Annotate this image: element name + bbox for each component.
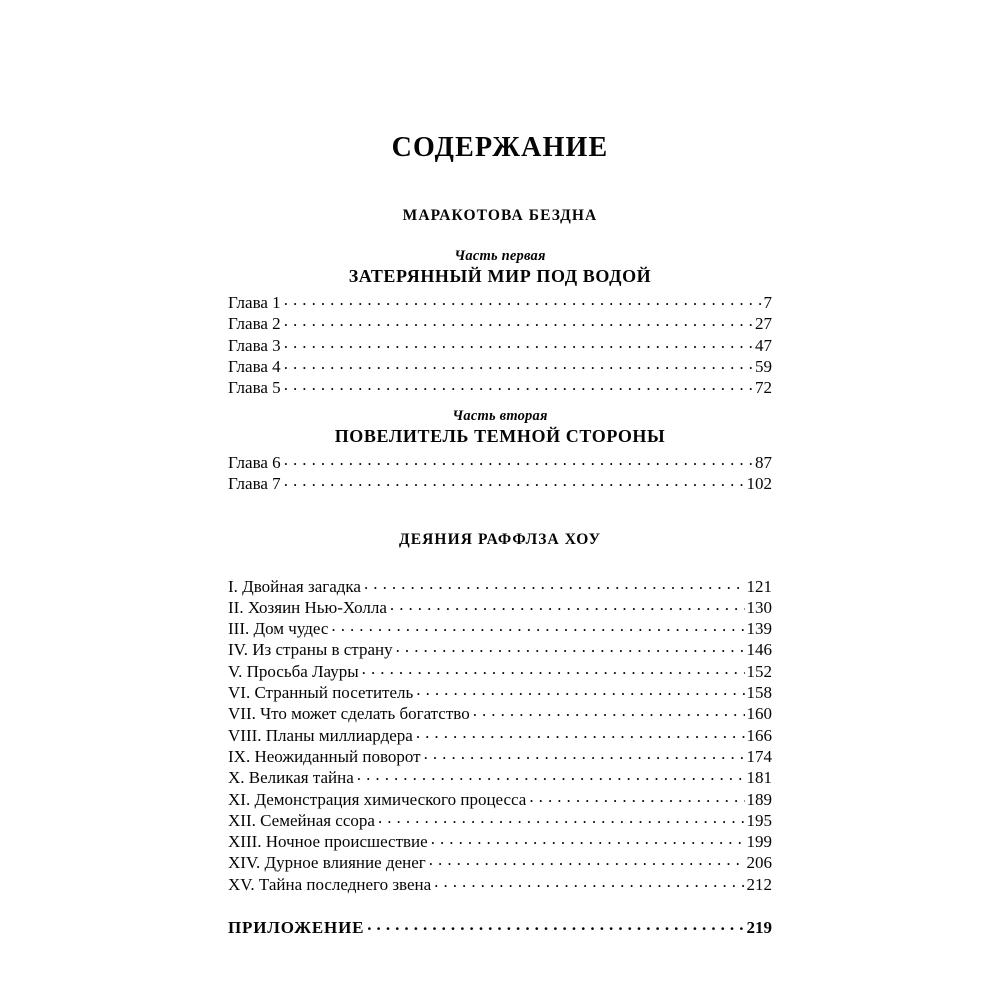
toc-entry-label: XIV. Дурное влияние денег — [228, 853, 426, 873]
toc-entry-page: 146 — [746, 640, 772, 660]
page-title: СОДЕРЖАНИЕ — [391, 132, 609, 163]
spacer — [228, 549, 772, 572]
dot-leader — [362, 660, 745, 677]
toc-entry-label: XIII. Ночное происшествие — [228, 832, 428, 852]
toc-entry-page: 87 — [755, 453, 772, 473]
part-label: Часть первая — [454, 247, 546, 264]
part-heading-1 — [228, 247, 772, 289]
toc-entry-appendix[interactable] — [228, 916, 772, 937]
toc-entry[interactable] — [228, 376, 772, 397]
toc-entry[interactable] — [228, 596, 772, 617]
toc-entry-page: 139 — [746, 619, 772, 639]
appendix-section — [228, 916, 772, 937]
toc-entry-page: 174 — [746, 746, 772, 766]
toc-entry-page: 102 — [746, 474, 772, 494]
dot-leader — [284, 451, 753, 468]
toc-entry-page: 152 — [746, 661, 772, 681]
toc-entry[interactable] — [228, 681, 772, 702]
book-title: МАРАКОТОВА БЕЗДНА — [402, 206, 598, 224]
toc-entry-label: Глава 1 — [228, 293, 281, 313]
toc-entry-page: 121 — [746, 576, 772, 596]
toc-entry-page: 195 — [746, 810, 772, 830]
toc-entry[interactable] — [228, 724, 772, 745]
toc-entry[interactable] — [228, 451, 772, 472]
dot-leader — [284, 291, 762, 308]
book-title: ДЕЯНИЯ РАФФЛЗА ХОУ — [398, 530, 602, 548]
toc-entry-label: VII. Что может сделать богатство — [228, 704, 470, 724]
toc-entry-page: 47 — [755, 335, 772, 355]
toc-entry-label: Глава 6 — [228, 453, 281, 473]
toc-entry-label: Глава 2 — [228, 314, 281, 334]
part-heading-2 — [228, 407, 772, 449]
toc-entry[interactable] — [228, 788, 772, 809]
dot-leader — [331, 617, 744, 634]
dot-leader — [473, 702, 745, 719]
toc-entry[interactable] — [228, 617, 772, 638]
dot-leader — [284, 472, 745, 489]
toc-entry-label: XII. Семейная ссора — [228, 810, 375, 830]
toc-entry-page: 199 — [746, 832, 772, 852]
toc-entry-list-part-1 — [228, 291, 772, 397]
book-section-1 — [228, 207, 772, 494]
toc-entry-label: VI. Странный посетитель — [228, 683, 414, 703]
dot-leader — [284, 355, 753, 372]
toc-entry-page: 181 — [746, 768, 772, 788]
toc-entry[interactable] — [228, 766, 772, 787]
toc-entry-label: XV. Тайна последнего звена — [228, 874, 432, 894]
dot-leader — [364, 575, 745, 592]
dot-leader — [434, 873, 744, 890]
toc-entry[interactable] — [228, 809, 772, 830]
dot-leader — [378, 809, 745, 826]
toc-entry[interactable] — [228, 745, 772, 766]
dot-leader — [357, 766, 745, 783]
toc-entry-page: 130 — [746, 597, 772, 617]
toc-entry-label: II. Хозяин Нью-Холла — [228, 597, 387, 617]
dot-leader — [424, 745, 745, 762]
toc-entry-list-book-2 — [228, 575, 772, 894]
toc-entry[interactable] — [228, 312, 772, 333]
dot-leader — [429, 851, 745, 868]
toc-entry-label: III. Дом чудес — [228, 619, 329, 639]
toc-entry[interactable] — [228, 291, 772, 312]
toc-entry-page: 7 — [763, 293, 772, 313]
part-name: ЗАТЕРЯННЫЙ МИР ПОД ВОДОЙ — [348, 265, 652, 286]
appendix-label: ПРИЛОЖЕНИЕ — [228, 917, 365, 937]
toc-entry-page: 189 — [746, 789, 772, 809]
part-name: ПОВЕЛИТЕЛЬ ТЕМНОЙ СТОРОНЫ — [334, 425, 666, 446]
toc-entry-label: Глава 3 — [228, 335, 281, 355]
toc-entry-label: X. Великая тайна — [228, 768, 354, 788]
toc-entry-label: IV. Из страны в страну — [228, 640, 393, 660]
toc-entry-label: Глава 4 — [228, 357, 281, 377]
dot-leader — [284, 334, 753, 351]
toc-entry[interactable] — [228, 660, 772, 681]
toc-entry-page: 212 — [746, 874, 772, 894]
dot-leader — [396, 638, 745, 655]
toc-entry[interactable] — [228, 472, 772, 493]
toc-entry[interactable] — [228, 575, 772, 596]
toc-entry-page: 59 — [755, 357, 772, 377]
toc-entry[interactable] — [228, 873, 772, 894]
dot-leader — [390, 596, 745, 613]
toc-entry-page: 158 — [746, 683, 772, 703]
toc-entry[interactable] — [228, 638, 772, 659]
part-label: Часть вторая — [452, 407, 548, 424]
toc-entry[interactable] — [228, 334, 772, 355]
toc-entry[interactable] — [228, 830, 772, 851]
toc-entry-label: V. Просьба Лауры — [228, 661, 359, 681]
toc-content — [228, 0, 772, 937]
toc-entry-page: 27 — [755, 314, 772, 334]
dot-leader — [529, 788, 744, 805]
toc-entry[interactable] — [228, 355, 772, 376]
toc-entry-page: 206 — [746, 853, 772, 873]
toc-entry-label: I. Двойная загадка — [228, 576, 361, 596]
dot-leader — [367, 916, 744, 933]
appendix-page: 219 — [746, 917, 772, 937]
toc-entry-label: VIII. Планы миллиардера — [228, 725, 413, 745]
toc-entry-page: 166 — [746, 725, 772, 745]
toc-entry-list-part-2 — [228, 451, 772, 494]
toc-entry[interactable] — [228, 851, 772, 872]
toc-entry-page: 72 — [755, 378, 772, 398]
toc-entry-page: 160 — [746, 704, 772, 724]
dot-leader — [416, 681, 744, 698]
toc-entry-label: Глава 7 — [228, 474, 281, 494]
dot-leader — [431, 830, 745, 847]
dot-leader — [416, 724, 745, 741]
toc-entry-label: Глава 5 — [228, 378, 281, 398]
dot-leader — [284, 376, 753, 393]
toc-entry[interactable] — [228, 702, 772, 723]
dot-leader — [284, 312, 753, 329]
toc-entry-label: IX. Неожиданный поворот — [228, 746, 421, 766]
book-section-2 — [228, 531, 772, 894]
toc-entry-label: XI. Демонстрация химического процесса — [228, 789, 527, 809]
